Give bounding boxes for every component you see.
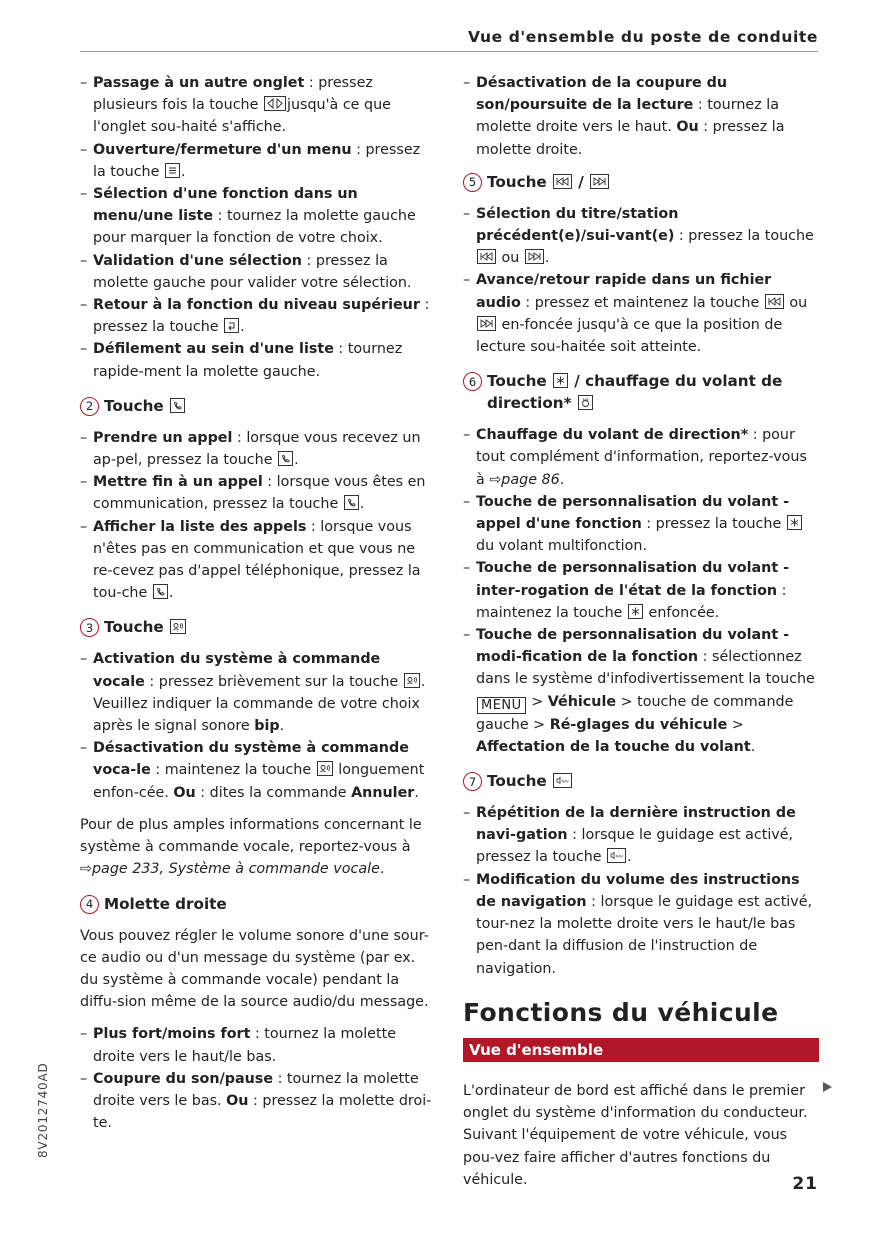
list-item: – Désactivation du système à commande voca-le : maintenez la touche longuement enfon-cée. Ou : dites la commande Annuler. (80, 737, 436, 804)
list-item: – Mettre fin à un appel : lorsque vous êtes en communication, pressez la touche . (80, 471, 436, 515)
list-item: – Sélection d'une fonction dans un menu/une liste : tournez la molette gauche pour marquer la fonction de votre choix. (80, 183, 436, 250)
section-heading-6: 6 Touche / chauffage du volant de direction* (463, 370, 819, 414)
previous-track-key-icon (477, 249, 496, 264)
section-heading-4: 4 Molette droite (80, 893, 436, 915)
section-bar: Vue d'ensemble (463, 1038, 819, 1062)
phone-key-icon (344, 495, 359, 510)
right-knob-list (80, 1023, 436, 1134)
back-key-icon (224, 318, 239, 333)
left-column (80, 72, 436, 1144)
tab-switch-key-icon (264, 96, 286, 111)
voice-key-icon (317, 761, 333, 776)
section-heading-5: 5 Touche / (463, 171, 819, 193)
section-heading-2: 2 Touche (80, 395, 436, 417)
list-item: – Répétition de la dernière instruction de navi-gation : lorsque le guidage est activé, pressez la touche NAV . (463, 802, 819, 869)
nav-repeat-key-icon (553, 773, 572, 788)
section-number: 7 (463, 772, 482, 791)
voice-control-list (80, 648, 436, 803)
list-item: – Coupure du son/pause : tournez la molette droite vers le bas. Ou : pressez la molette droi-te. (80, 1068, 436, 1135)
list-item: – Défilement au sein d'une liste : tournez rapide-ment la molette gauche. (80, 338, 436, 382)
section-number: 3 (80, 618, 99, 637)
section-number: 2 (80, 397, 99, 416)
mute-list (463, 72, 819, 161)
list-item: – Prendre un appel : lorsque vous recevez un ap-pel, pressez la touche . (80, 427, 436, 471)
previous-track-key-icon (553, 174, 572, 189)
steering-heat-icon (578, 395, 593, 410)
list-item: – Activation du système à commande vocale : pressez brièvement sur la touche . Veuillez indiquer la commande de votre choix après le signal sonore bip. (80, 648, 436, 737)
steering-key-list (463, 424, 819, 758)
list-item: – Passage à un autre onglet : pressez plusieurs fois la touche jusqu'à ce que l'onglet sou-haité s'affiche. (80, 72, 436, 139)
section-number: 5 (463, 173, 482, 192)
section-number: 4 (80, 895, 99, 914)
list-item: – Avance/retour rapide dans un fichier audio : pressez et maintenez la touche ou en-foncée jusqu'à ce que la position de lecture sou-haitée soit atteinte. (463, 269, 819, 358)
section-number: 6 (463, 372, 482, 391)
list-item: – Modification du volume des instructions de navigation : lorsque le guidage est activé, tour-nez la molette droite vers le haut/le bas pen-dant la diffusion de l'instruction de navigation. (463, 869, 819, 980)
voice-key-icon (170, 619, 186, 634)
asterisk-key-icon (553, 373, 568, 388)
list-item: – Retour à la fonction du niveau supérieur : pressez la touche . (80, 294, 436, 338)
header-divider (80, 51, 818, 52)
right-column (463, 72, 819, 1201)
section-heading-7: 7 Touche NAV (463, 770, 819, 792)
page-reference-link[interactable]: ⇨page 233, Système à commande vocale (80, 861, 380, 878)
volume-paragraph: Vous pouvez régler le volume sonore d'une sour-ce audio ou d'un message du système (par ex. du système à commande vocale) pendant la diffu-sion même de la source audio/du message. (80, 927, 429, 1011)
list-item: – Plus fort/moins fort : tournez la molette droite vers le haut/le bas. (80, 1023, 436, 1067)
chapter-title: Fonctions du véhicule (463, 997, 779, 1027)
asterisk-key-icon (628, 604, 643, 619)
svg-text:NAV: NAV (615, 855, 624, 860)
navigation-list (463, 802, 819, 980)
list-item: – Touche de personnalisation du volant - inter-rogation de l'état de la fonction : maintenez la touche enfoncée. (463, 557, 819, 624)
next-track-key-icon (525, 249, 544, 264)
page-number: 21 (792, 1174, 818, 1194)
phone-key-icon (278, 451, 293, 466)
list-item: – Chauffage du volant de direction* : pour tout complément d'information, reportez-vous à ⇨page 86. (463, 424, 819, 491)
overview-paragraph: L'ordinateur de bord est affiché dans le premier onglet du système d'information du conducteur. Suivant l'équipement de votre véhicule, vous pou-vez faire afficher d'autres fonctions du véhicule. (463, 1082, 808, 1188)
voice-key-icon (404, 673, 420, 688)
section-heading-3: 3 Touche (80, 616, 436, 638)
list-item: – Sélection du titre/station précédent(e)/sui-vant(e) : pressez la touche ou . (463, 203, 819, 270)
nav-repeat-key-icon (607, 848, 626, 863)
track-list (463, 203, 819, 358)
page-reference-link[interactable]: ⇨page 86 (489, 471, 560, 488)
menu-key-icon (165, 163, 180, 178)
next-track-key-icon (590, 174, 609, 189)
list-item: – Touche de personnalisation du volant - modi-fication de la fonction : sélectionnez dans le système d'infodivertissement la touche MENU > Véhicule > touche de commande gauche > Ré-glages du véhicule > Affectation de la touche du volant. (463, 624, 819, 758)
list-item: – Afficher la liste des appels : lorsque vous n'êtes pas en communication et que vous ne re-cevez pas d'appel téléphonique, pressez la tou-che . (80, 516, 436, 605)
continue-arrow-icon (823, 1082, 832, 1092)
previous-track-key-icon (765, 294, 784, 309)
phone-key-icon (170, 398, 185, 413)
phone-key-icon (153, 584, 168, 599)
menu-text-key: MENU (477, 697, 526, 714)
next-track-key-icon (477, 316, 496, 331)
svg-text:NAV: NAV (561, 779, 569, 784)
phone-functions-list (80, 427, 436, 605)
tab-menu-list (80, 72, 436, 383)
list-item: – Touche de personnalisation du volant - appel d'une fonction : pressez la touche du volant multifonction. (463, 491, 819, 558)
voice-reference-paragraph: Pour de plus amples informations concernant le système à commande vocale, reportez-vous à ⇨page 233, Système à commande vocale. (80, 816, 422, 878)
list-item: – Désactivation de la coupure du son/poursuite de la lecture : tournez la molette droite vers le haut. Ou : pressez la molette droite. (463, 72, 819, 161)
list-item: – Ouverture/fermeture d'un menu : pressez la touche . (80, 139, 436, 183)
document-code: 8V2012740AD (36, 1062, 50, 1158)
page-header-title: Vue d'ensemble du poste de conduite (467, 28, 818, 46)
asterisk-key-icon (787, 515, 802, 530)
list-item: – Validation d'une sélection : pressez la molette gauche pour valider votre sélection. (80, 250, 436, 294)
